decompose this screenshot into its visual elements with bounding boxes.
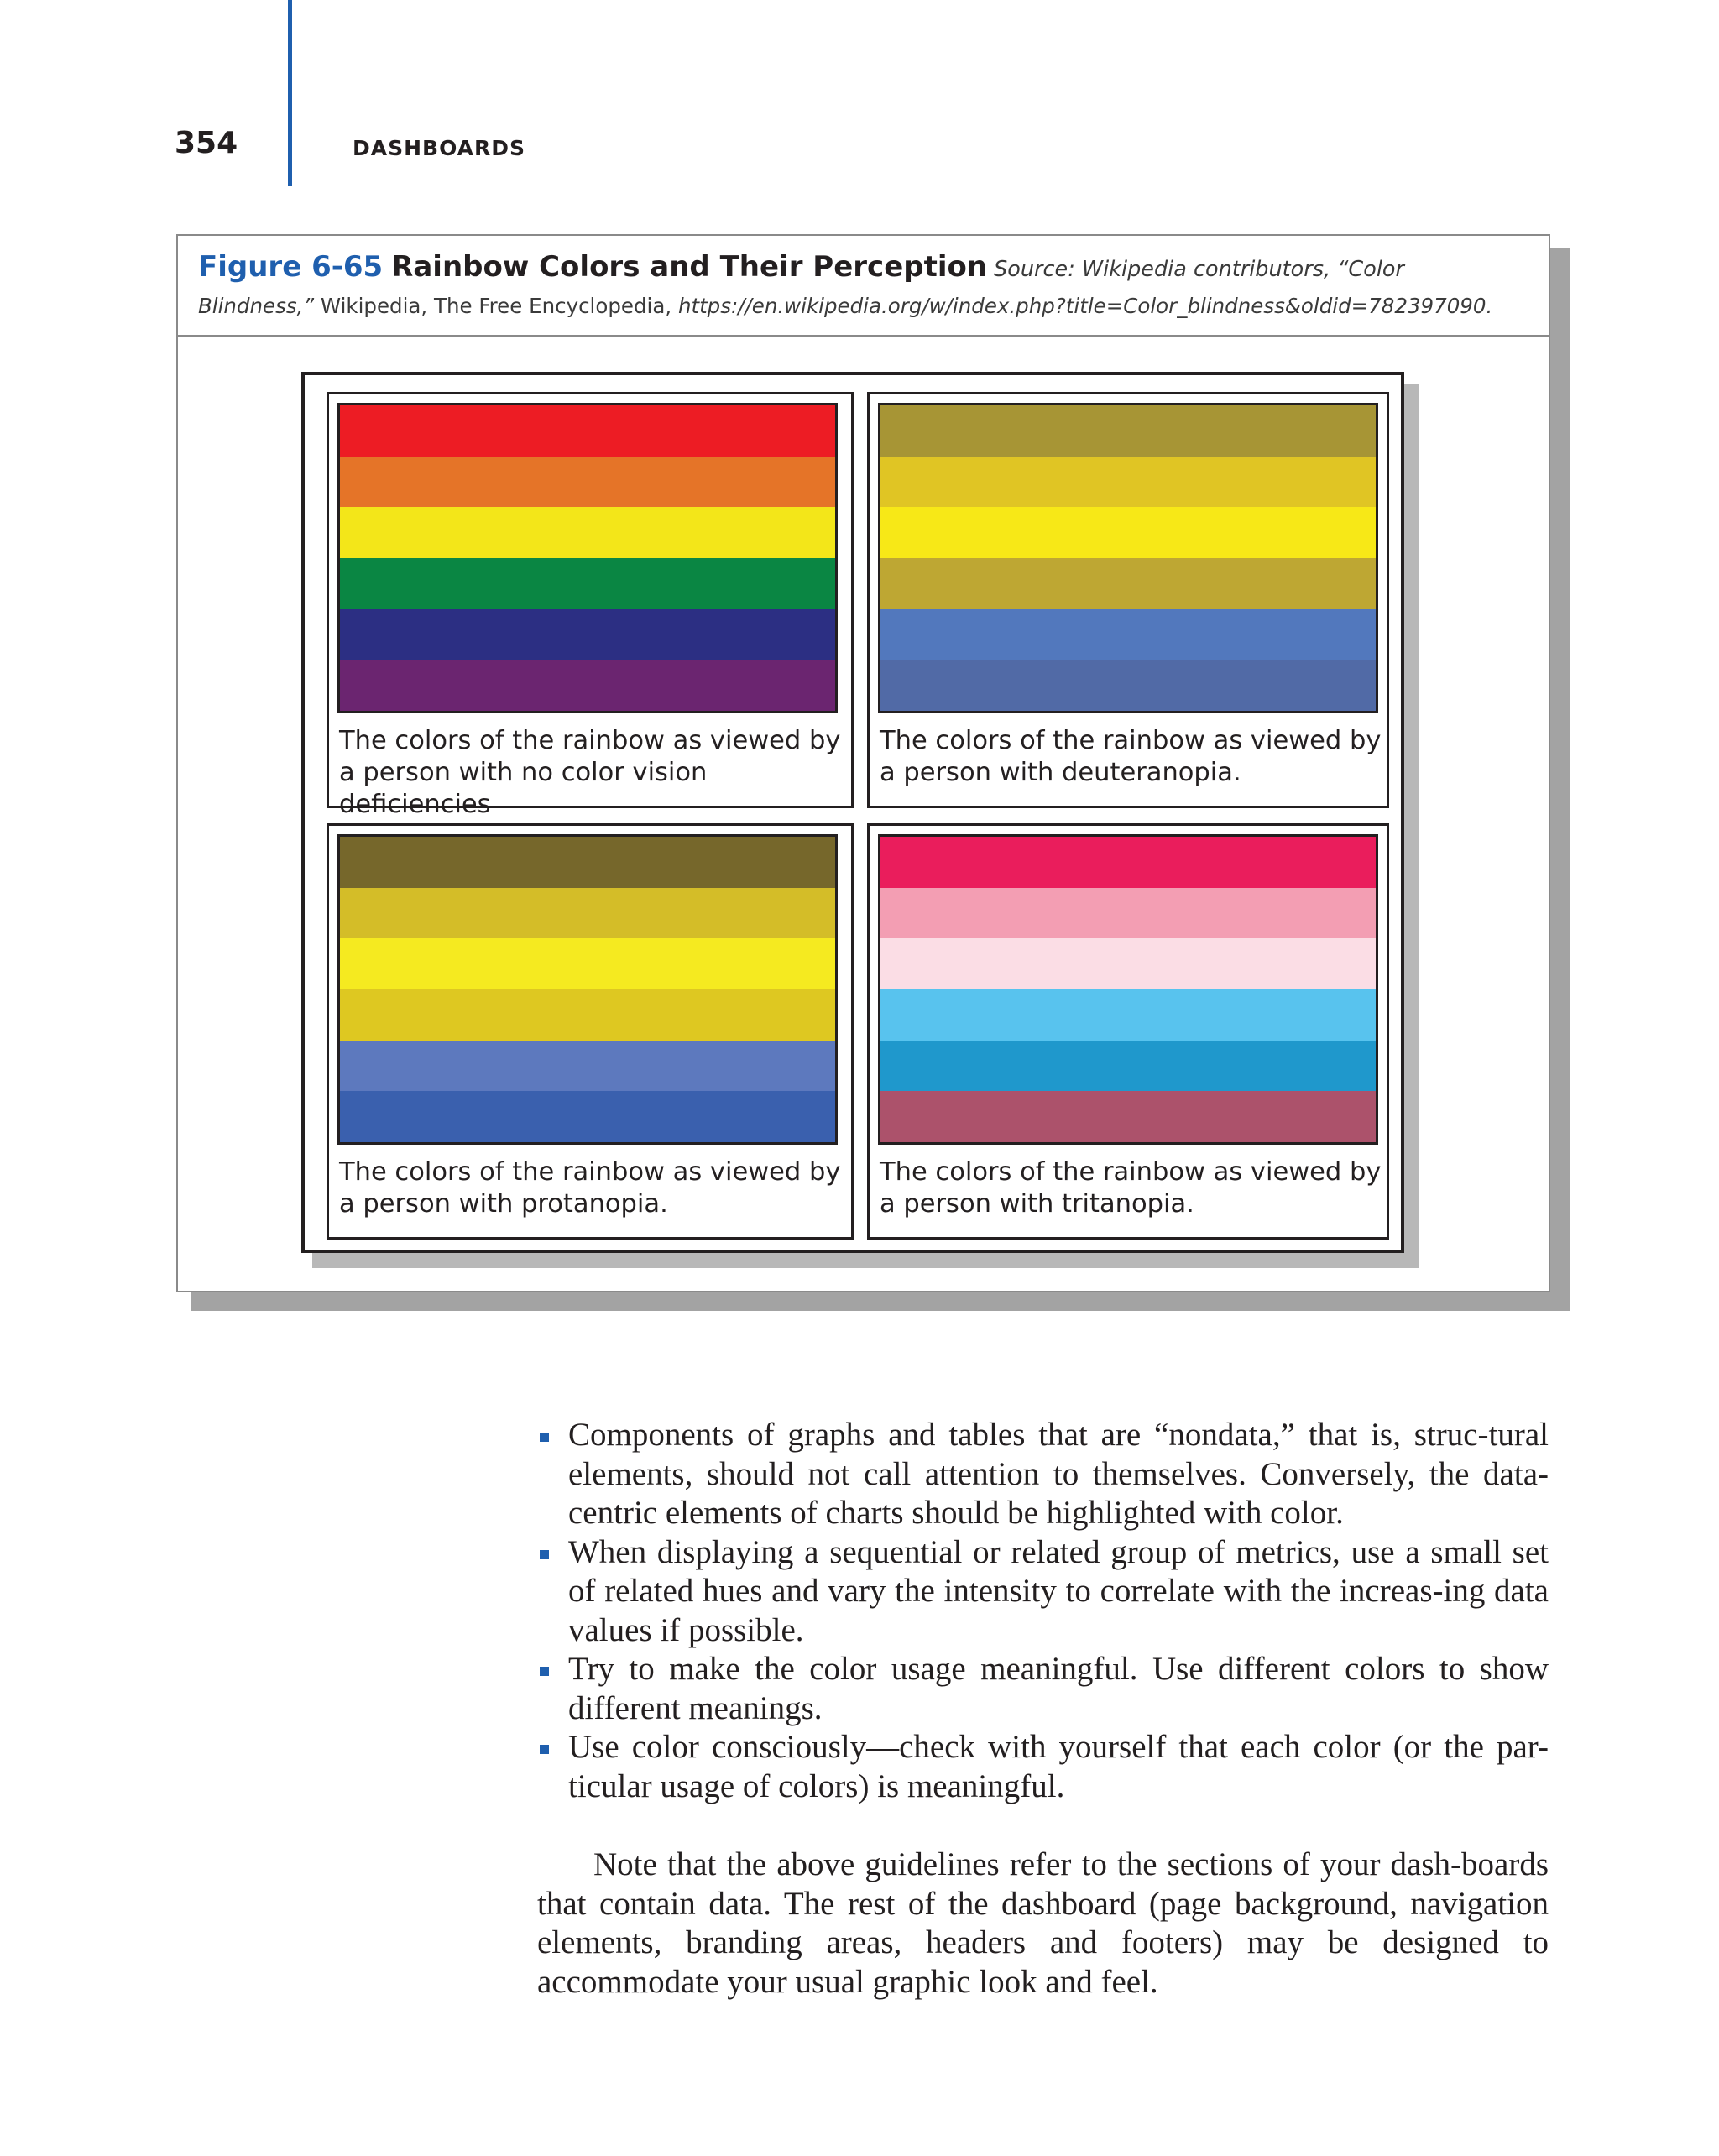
- panel-caption-line: The colors of the rainbow as viewed by: [339, 1157, 841, 1187]
- list-item-text: When displaying a sequential or related group of metrics, use a small set of related hues and vary the intensity to correlate with the increas-ing data values if possible.: [568, 1533, 1549, 1648]
- panel-caption-line: The colors of the rainbow as viewed by: [880, 726, 1382, 755]
- color-band: [880, 457, 1376, 508]
- color-band: [340, 837, 835, 888]
- bullet-square-icon: [540, 1667, 549, 1676]
- figure-caption: [198, 244, 1541, 323]
- panel-caption-line: The colors of the rainbow as viewed by: [880, 1157, 1382, 1187]
- panel-caption: [339, 725, 843, 821]
- color-band: [880, 938, 1376, 989]
- bullet-square-icon: [540, 1550, 549, 1559]
- color-band: [880, 405, 1376, 457]
- panel-caption-line: a person with protanopia.: [339, 1189, 668, 1219]
- color-band: [880, 1041, 1376, 1092]
- guideline-list: [537, 1416, 1549, 1806]
- color-band: [340, 507, 835, 558]
- color-band: [880, 837, 1376, 888]
- color-band: [340, 888, 835, 939]
- list-item: [537, 1728, 1549, 1806]
- caption-line-2: [198, 290, 1541, 323]
- panel-caption-line: a person with no color vision deficiencies: [339, 758, 708, 819]
- list-item-text: Try to make the color usage meaningful. Use different colors to show different meanings.: [568, 1651, 1549, 1726]
- color-band: [340, 989, 835, 1041]
- source-title-italic: Blindness,”: [198, 294, 315, 318]
- figure-label: Figure 6-65: [198, 250, 384, 284]
- color-band: [880, 1091, 1376, 1142]
- source-url: https://en.wikipedia.org/w/index.php?title=Color_blindness&oldid=782397090.: [677, 294, 1493, 318]
- panel-grid: [301, 372, 1404, 1253]
- color-band: [340, 609, 835, 660]
- color-swatch-deuteranopia: [878, 403, 1378, 713]
- panel-deuteranopia: [867, 392, 1389, 808]
- color-swatch-normal: [337, 403, 838, 713]
- panel-caption: [880, 1156, 1383, 1220]
- color-band: [340, 1091, 835, 1142]
- running-head: DASHBOARDS: [353, 136, 526, 160]
- bullet-square-icon: [540, 1433, 549, 1442]
- bullet-square-icon: [540, 1745, 549, 1754]
- caption-divider: [178, 335, 1549, 337]
- figure-box: [176, 234, 1550, 1292]
- panel-caption: [339, 1156, 843, 1220]
- panel-tritanopia: [867, 823, 1389, 1240]
- list-item: [537, 1650, 1549, 1728]
- color-swatch-tritanopia: [878, 834, 1378, 1145]
- color-band: [880, 507, 1376, 558]
- color-band: [340, 405, 835, 457]
- source-publisher: Wikipedia, The Free Encyclopedia,: [314, 294, 678, 318]
- body-text: [537, 1416, 1549, 2002]
- list-item-text: Use color consciously—check with yourself that each color (or the par-ticular usage of colors) is meaningful.: [568, 1729, 1549, 1804]
- panel-caption-line: a person with tritanopia.: [880, 1189, 1194, 1219]
- body-paragraph: Note that the above guidelines refer to the sections of your dash-boards that contain data. The rest of the dashboard (page background, navigation elements, branding areas, headers and footers) may be designed to accommodate your usual graphic look and feel.: [537, 1846, 1549, 2000]
- color-band: [880, 888, 1376, 939]
- figure-source: Source: Wikipedia contributors, “Color: [994, 257, 1405, 282]
- color-band: [880, 609, 1376, 660]
- list-item-text: Components of graphs and tables that are “nondata,” that is, struc-tural elements, should not call attention to themselves. Conversely, the data-centric elements of charts should be highlighted with color.: [568, 1417, 1549, 1531]
- figure-title: Rainbow Colors and Their Perception: [391, 250, 988, 284]
- color-band: [880, 660, 1376, 711]
- color-band: [340, 938, 835, 989]
- color-band: [880, 558, 1376, 609]
- list-item: [537, 1533, 1549, 1651]
- panel-caption-line: The colors of the rainbow as viewed by: [339, 726, 841, 755]
- color-band: [340, 558, 835, 609]
- page-number: 354: [175, 126, 238, 160]
- panel-caption-line: a person with deuteranopia.: [880, 758, 1241, 787]
- color-band: [340, 660, 835, 711]
- list-item: [537, 1416, 1549, 1533]
- panel-caption: [880, 725, 1383, 789]
- color-band: [340, 457, 835, 508]
- header-vertical-rule: [288, 0, 292, 186]
- panel-normal-vision: [327, 392, 854, 819]
- color-band: [340, 1041, 835, 1092]
- color-band: [880, 989, 1376, 1041]
- caption-line-1: [198, 244, 1541, 290]
- panel-protanopia: [327, 823, 854, 1240]
- color-swatch-protanopia: [337, 834, 838, 1145]
